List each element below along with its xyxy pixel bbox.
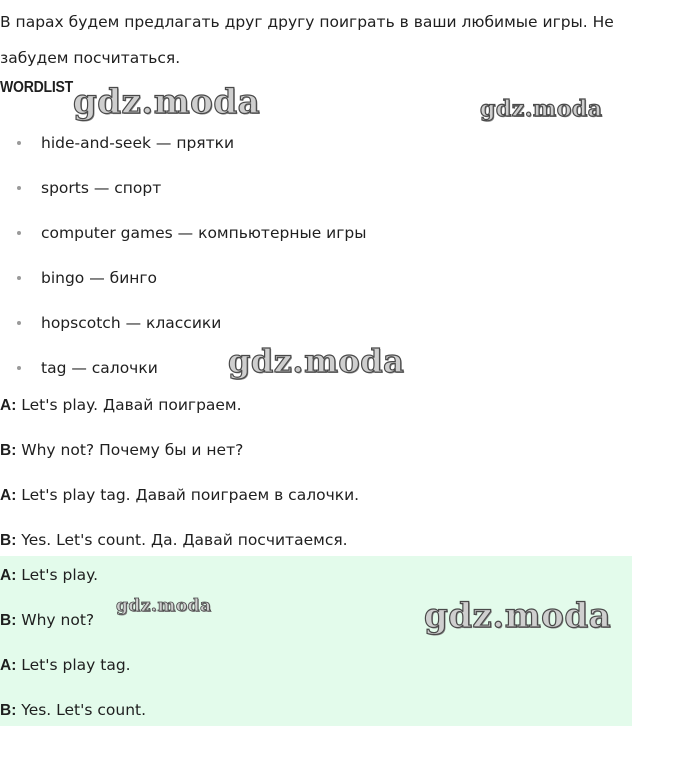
wordlist-item: [0, 166, 366, 211]
dialogue-text: Why not? Почему бы и нет?: [16, 441, 244, 459]
dialogue-line: [0, 393, 242, 417]
bullet-icon: [17, 186, 21, 190]
speaker-label: B:: [0, 612, 17, 629]
speaker-label: B:: [0, 532, 17, 549]
watermark-logo: gdz.moda: [228, 342, 405, 380]
speaker-label: A:: [0, 567, 17, 584]
watermark-logo: gdz.moda: [116, 596, 212, 616]
bullet-icon: [17, 321, 21, 325]
answer-text: Let's play tag.: [16, 656, 131, 674]
answer-text: Yes. Let's count.: [16, 701, 147, 719]
wordlist-item: [0, 211, 366, 256]
watermark-logo: gdz.moda: [73, 82, 261, 122]
speaker-label: A:: [0, 657, 17, 674]
watermark-logo: gdz.moda: [480, 96, 603, 122]
dialogue-text: Yes. Let's count. Да. Давай посчитаемся.: [16, 531, 348, 549]
answer-line: [0, 608, 94, 632]
dialogue-text: Let's play. Давай поиграем.: [16, 396, 242, 414]
wordlist-item-text: sports — спорт: [41, 179, 162, 197]
answer-line: [0, 698, 146, 722]
wordlist-item-text: bingo — бинго: [41, 269, 158, 287]
answer-line: [0, 653, 131, 677]
bullet-icon: [17, 141, 21, 145]
dialogue-line: [0, 528, 348, 552]
bullet-icon: [17, 276, 21, 280]
wordlist-item: [0, 121, 366, 166]
wordlist-item-text: tag — салочки: [41, 359, 158, 377]
wordlist-item: [0, 301, 366, 346]
speaker-label: B:: [0, 702, 17, 719]
dialogue-line: [0, 483, 359, 507]
answer-text: Why not?: [16, 611, 95, 629]
answer-text: Let's play.: [16, 566, 99, 584]
wordlist-heading: WORDLIST: [0, 79, 73, 96]
bullet-icon: [17, 366, 21, 370]
speaker-label: A:: [0, 397, 17, 414]
speaker-label: B:: [0, 442, 17, 459]
wordlist-item-text: hopscotch — классики: [41, 314, 222, 332]
watermark-logo: gdz.moda: [424, 596, 612, 636]
speaker-label: A:: [0, 487, 17, 504]
dialogue-text: Let's play tag. Давай поиграем в салочки.: [16, 486, 360, 504]
bullet-icon: [17, 231, 21, 235]
answer-line: [0, 563, 98, 587]
dialogue-line: [0, 438, 243, 462]
wordlist-item-text: hide-and-seek — прятки: [41, 134, 235, 152]
intro-text: В парах будем предлагать друг другу поиграть в ваши любимые игры. Не забудем посчитаться.: [0, 13, 614, 67]
wordlist-item: [0, 256, 366, 301]
wordlist-item-text: computer games — компьютерные игры: [41, 224, 367, 242]
